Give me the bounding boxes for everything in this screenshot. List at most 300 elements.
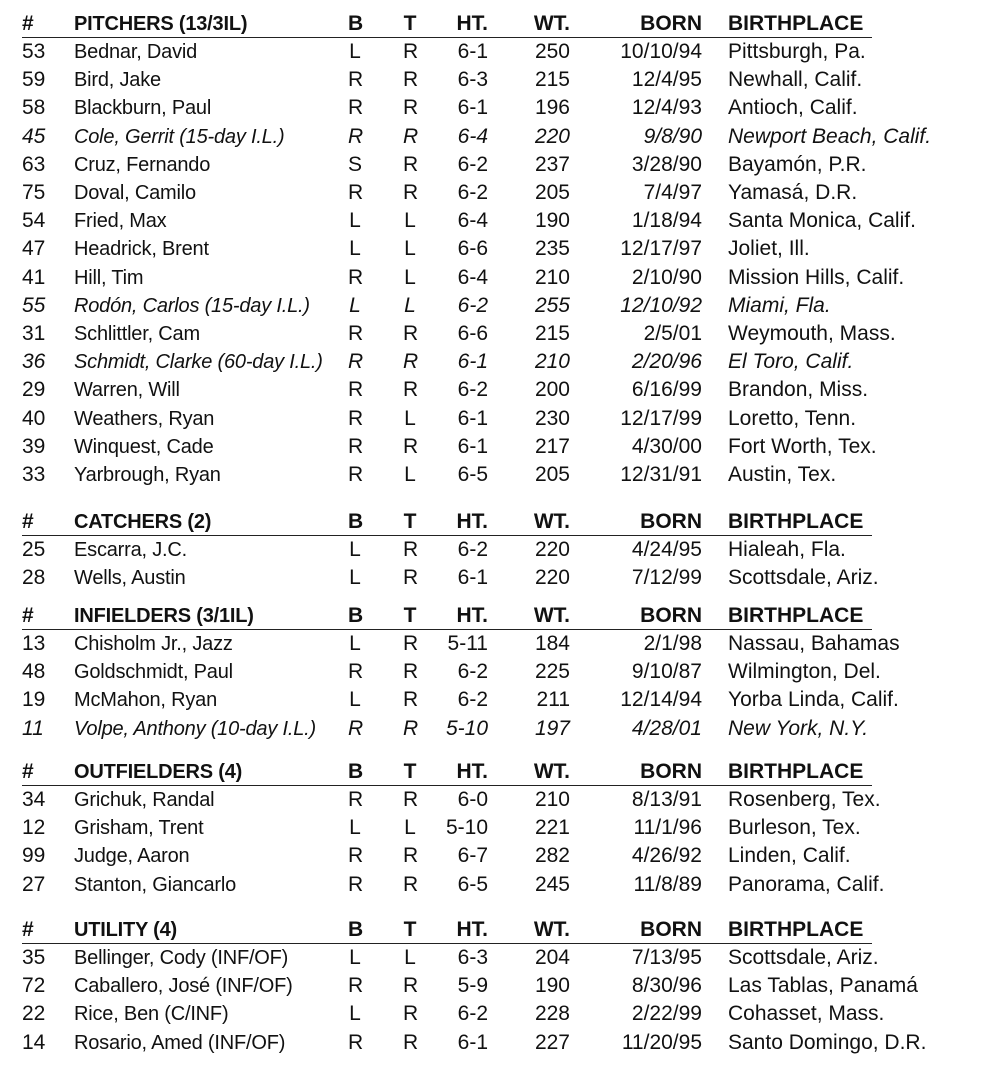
player-num: 22: [22, 1002, 46, 1025]
player-b: R: [348, 407, 364, 430]
column-header-ht: HT.: [456, 510, 488, 533]
player-ht: 6-2: [457, 1002, 488, 1025]
player-num: 14: [22, 1031, 46, 1054]
player-row: [0, 433, 982, 461]
player-ht: 6-1: [457, 435, 488, 458]
player-t: R: [403, 632, 419, 655]
player-name: Bednar, David: [74, 41, 198, 63]
player-b: R: [348, 463, 364, 486]
player-b: L: [349, 538, 361, 561]
column-header-b: B: [348, 918, 364, 941]
player-name: Doval, Camilo: [74, 182, 196, 204]
player-num: 33: [22, 463, 46, 486]
player-name: Caballero, José (INF/OF): [74, 975, 293, 997]
player-name: Bird, Jake: [74, 69, 161, 91]
player-num: 29: [22, 378, 46, 401]
player-wt: 210: [534, 350, 570, 373]
player-t: L: [404, 294, 416, 317]
player-wt: 190: [534, 209, 570, 232]
player-born: 12/17/97: [620, 237, 702, 260]
player-num: 54: [22, 209, 46, 232]
player-name: Winquest, Cade: [74, 436, 214, 458]
player-name: Hill, Tim: [74, 267, 144, 289]
player-name: Rodón, Carlos (15-day I.L.): [74, 295, 310, 317]
player-t: L: [404, 266, 416, 289]
player-t: R: [403, 1002, 419, 1025]
player-name: Blackburn, Paul: [74, 97, 212, 119]
column-header-birthplace: BIRTHPLACE: [728, 604, 864, 627]
player-wt: 255: [534, 294, 570, 317]
column-header-num: #: [22, 510, 34, 533]
player-num: 45: [22, 125, 46, 148]
player-ht: 6-1: [457, 566, 488, 589]
player-birthplace: Pittsburgh, Pa.: [728, 40, 866, 63]
column-header-t: T: [403, 12, 417, 35]
player-wt: 196: [534, 96, 570, 119]
player-row: [0, 264, 982, 292]
player-wt: 197: [534, 717, 570, 740]
player-wt: 228: [534, 1002, 570, 1025]
player-born: 4/24/95: [631, 538, 702, 561]
column-header-b: B: [348, 604, 364, 627]
player-ht: 5-9: [457, 974, 488, 997]
player-born: 3/28/90: [631, 153, 702, 176]
player-wt: 221: [534, 816, 570, 839]
player-wt: 215: [534, 68, 570, 91]
player-born: 1/18/94: [631, 209, 702, 232]
player-born: 11/20/95: [621, 1031, 702, 1054]
player-name: Stanton, Giancarlo: [74, 874, 237, 896]
player-t: L: [404, 209, 416, 232]
player-num: 28: [22, 566, 46, 589]
player-wt: 200: [534, 378, 570, 401]
player-wt: 282: [534, 844, 570, 867]
column-header-num: #: [22, 918, 34, 941]
player-row: [0, 405, 982, 433]
player-wt: 235: [534, 237, 570, 260]
player-row: [0, 842, 982, 870]
player-born: 12/31/91: [620, 463, 702, 486]
column-header-wt: WT.: [533, 604, 570, 627]
column-header-t: T: [403, 604, 417, 627]
column-header-t: T: [403, 918, 417, 941]
player-t: L: [404, 463, 416, 486]
player-t: L: [404, 407, 416, 430]
player-t: R: [403, 435, 419, 458]
player-born: 12/4/93: [631, 96, 702, 119]
player-t: R: [403, 788, 419, 811]
player-birthplace: Scottsdale, Ariz.: [728, 946, 879, 969]
player-ht: 6-5: [457, 873, 488, 896]
player-t: R: [403, 96, 419, 119]
player-t: R: [403, 660, 419, 683]
player-b: L: [349, 688, 361, 711]
player-wt: 220: [534, 566, 570, 589]
player-born: 11/1/96: [633, 816, 702, 839]
player-birthplace: El Toro, Calif.: [728, 350, 854, 373]
player-row: [0, 658, 982, 686]
player-ht: 5-10: [445, 717, 488, 740]
player-ht: 6-1: [457, 407, 488, 430]
player-birthplace: Mission Hills, Calif.: [728, 266, 905, 289]
player-ht: 6-1: [457, 40, 488, 63]
column-header-ht: HT.: [456, 12, 488, 35]
player-wt: 215: [534, 322, 570, 345]
player-name: Schlittler, Cam: [74, 323, 200, 345]
player-wt: 190: [534, 974, 570, 997]
player-row: [0, 123, 982, 151]
player-birthplace: Burleson, Tex.: [728, 816, 861, 839]
player-birthplace: Antioch, Calif.: [728, 96, 858, 119]
player-row: [0, 786, 982, 814]
player-birthplace: Miami, Fla.: [728, 294, 831, 317]
player-birthplace: Bayamón, P.R.: [728, 153, 867, 176]
player-wt: 210: [534, 788, 570, 811]
player-born: 12/4/95: [631, 68, 702, 91]
player-row: [0, 94, 982, 122]
column-header-t: T: [403, 510, 417, 533]
player-b: R: [348, 717, 364, 740]
player-name: Volpe, Anthony (10-day I.L.): [74, 718, 316, 740]
player-row: [0, 1000, 982, 1028]
section-header: [0, 10, 982, 38]
player-ht: 6-7: [457, 844, 488, 867]
player-birthplace: Hialeah, Fla.: [728, 538, 846, 561]
player-num: 35: [22, 946, 46, 969]
player-name: Escarra, J.C.: [74, 539, 187, 561]
player-born: 4/30/00: [631, 435, 702, 458]
player-num: 48: [22, 660, 46, 683]
player-wt: 237: [534, 153, 570, 176]
player-row: [0, 715, 982, 743]
player-wt: 220: [534, 538, 570, 561]
player-row: [0, 348, 982, 376]
section-title: UTILITY (4): [74, 919, 177, 941]
player-born: 4/28/01: [631, 717, 702, 740]
player-row: [0, 814, 982, 842]
player-t: R: [403, 322, 419, 345]
player-born: 2/1/98: [643, 632, 702, 655]
player-b: R: [348, 873, 364, 896]
player-num: 11: [22, 717, 44, 740]
column-header-num: #: [22, 604, 34, 627]
player-num: 47: [22, 237, 46, 260]
player-b: R: [348, 378, 364, 401]
player-born: 8/30/96: [631, 974, 702, 997]
player-row: [0, 207, 982, 235]
player-born: 2/20/96: [631, 350, 702, 373]
player-birthplace: Newhall, Calif.: [728, 68, 863, 91]
player-b: R: [348, 788, 364, 811]
player-t: R: [403, 566, 419, 589]
player-row: [0, 972, 982, 1000]
player-ht: 6-2: [457, 688, 488, 711]
column-header-born: BORN: [640, 604, 702, 627]
player-t: R: [403, 68, 419, 91]
section-header: [0, 508, 982, 536]
player-b: R: [348, 435, 364, 458]
player-birthplace: Las Tablas, Panamá: [728, 974, 918, 997]
player-name: Grisham, Trent: [74, 817, 204, 839]
player-born: 9/8/90: [643, 125, 702, 148]
player-name: Chisholm Jr., Jazz: [74, 633, 233, 655]
column-header-wt: WT.: [533, 760, 570, 783]
player-num: 13: [22, 632, 46, 655]
player-ht: 6-0: [457, 788, 488, 811]
player-row: [0, 179, 982, 207]
section-title: OUTFIELDERS (4): [74, 761, 243, 783]
player-t: R: [403, 378, 419, 401]
player-t: R: [403, 153, 419, 176]
player-row: [0, 66, 982, 94]
player-wt: 211: [536, 688, 570, 711]
player-row: [0, 871, 982, 899]
section-header: [0, 758, 982, 786]
player-num: 53: [22, 40, 46, 63]
player-name: McMahon, Ryan: [74, 689, 218, 711]
player-b: R: [348, 844, 364, 867]
player-b: L: [349, 816, 361, 839]
column-header-wt: WT.: [533, 510, 570, 533]
player-num: 55: [22, 294, 46, 317]
section-title: INFIELDERS (3/1IL): [74, 605, 254, 627]
player-num: 39: [22, 435, 46, 458]
player-wt: 210: [534, 266, 570, 289]
player-ht: 6-3: [457, 946, 488, 969]
player-t: R: [403, 717, 419, 740]
player-name: Fried, Max: [74, 210, 167, 232]
player-name: Warren, Will: [74, 379, 180, 401]
player-t: R: [403, 538, 419, 561]
player-wt: 205: [534, 463, 570, 486]
player-ht: 6-2: [457, 294, 488, 317]
player-wt: 225: [534, 660, 570, 683]
player-wt: 227: [534, 1031, 570, 1054]
player-b: L: [349, 1002, 361, 1025]
player-birthplace: Fort Worth, Tex.: [728, 435, 877, 458]
player-ht: 6-2: [457, 153, 488, 176]
player-num: 31: [22, 322, 46, 345]
column-header-b: B: [348, 760, 364, 783]
column-header-born: BORN: [640, 12, 702, 35]
player-row: [0, 38, 982, 66]
player-ht: 6-2: [457, 660, 488, 683]
player-name: Yarbrough, Ryan: [74, 464, 221, 486]
player-row: [0, 292, 982, 320]
player-birthplace: Brandon, Miss.: [728, 378, 869, 401]
column-header-t: T: [403, 760, 417, 783]
player-t: R: [403, 974, 419, 997]
player-t: R: [403, 181, 419, 204]
player-row: [0, 564, 982, 592]
player-ht: 5-10: [445, 816, 488, 839]
player-num: 75: [22, 181, 46, 204]
player-born: 7/13/95: [631, 946, 702, 969]
player-wt: 245: [534, 873, 570, 896]
player-row: [0, 536, 982, 564]
player-born: 4/26/92: [631, 844, 702, 867]
player-birthplace: Nassau, Bahamas: [728, 632, 900, 655]
player-num: 40: [22, 407, 46, 430]
player-row: [0, 686, 982, 714]
player-birthplace: Linden, Calif.: [728, 844, 851, 867]
player-name: Cruz, Fernando: [74, 154, 211, 176]
player-t: L: [404, 816, 416, 839]
player-num: 34: [22, 788, 46, 811]
player-ht: 6-1: [457, 350, 488, 373]
player-wt: 230: [534, 407, 570, 430]
player-ht: 6-1: [457, 96, 488, 119]
player-born: 10/10/94: [620, 40, 702, 63]
player-num: 25: [22, 538, 46, 561]
player-b: L: [349, 237, 361, 260]
player-ht: 6-4: [457, 209, 488, 232]
player-wt: 184: [534, 632, 570, 655]
player-b: R: [348, 96, 364, 119]
player-row: [0, 461, 982, 489]
player-t: R: [403, 1031, 419, 1054]
player-ht: 6-5: [457, 463, 488, 486]
player-b: R: [348, 974, 364, 997]
player-num: 12: [22, 816, 46, 839]
player-b: R: [348, 1031, 364, 1054]
player-born: 2/5/01: [643, 322, 702, 345]
player-born: 12/14/94: [620, 688, 702, 711]
player-ht: 6-1: [457, 1031, 488, 1054]
player-t: R: [403, 873, 419, 896]
player-birthplace: New York, N.Y.: [728, 717, 869, 740]
player-row: [0, 376, 982, 404]
player-birthplace: Scottsdale, Ariz.: [728, 566, 879, 589]
player-name: Cole, Gerrit (15-day I.L.): [74, 126, 285, 148]
player-ht: 6-3: [457, 68, 488, 91]
player-num: 99: [22, 844, 46, 867]
player-birthplace: Newport Beach, Calif.: [728, 125, 932, 148]
player-wt: 217: [534, 435, 570, 458]
player-ht: 6-4: [457, 266, 488, 289]
player-name: Bellinger, Cody (INF/OF): [74, 947, 289, 969]
player-name: Rosario, Amed (INF/OF): [74, 1032, 286, 1054]
section-header: [0, 916, 982, 944]
player-born: 8/13/91: [631, 788, 702, 811]
column-header-born: BORN: [640, 760, 702, 783]
player-birthplace: Yorba Linda, Calif.: [728, 688, 899, 711]
player-name: Headrick, Brent: [74, 238, 209, 260]
column-header-birthplace: BIRTHPLACE: [728, 760, 864, 783]
player-t: R: [403, 40, 419, 63]
player-t: R: [403, 688, 419, 711]
player-t: R: [403, 125, 419, 148]
player-ht: 5-11: [447, 632, 488, 655]
player-row: [0, 1029, 982, 1057]
player-t: R: [403, 844, 419, 867]
player-b: R: [348, 266, 364, 289]
player-born: 12/10/92: [620, 294, 702, 317]
player-birthplace: Rosenberg, Tex.: [728, 788, 881, 811]
player-wt: 204: [534, 946, 570, 969]
player-ht: 6-2: [457, 378, 488, 401]
player-b: R: [348, 125, 364, 148]
player-name: Grichuk, Randal: [74, 789, 215, 811]
player-b: L: [349, 209, 361, 232]
column-header-num: #: [22, 12, 34, 35]
player-b: R: [348, 350, 364, 373]
player-wt: 205: [534, 181, 570, 204]
player-b: R: [348, 181, 364, 204]
column-header-ht: HT.: [456, 760, 488, 783]
player-born: 6/16/99: [631, 378, 702, 401]
player-born: 7/12/99: [631, 566, 702, 589]
player-born: 9/10/87: [631, 660, 702, 683]
player-birthplace: Santa Monica, Calif.: [728, 209, 916, 232]
player-num: 72: [22, 974, 46, 997]
player-row: [0, 151, 982, 179]
player-ht: 6-6: [457, 322, 488, 345]
column-header-birthplace: BIRTHPLACE: [728, 918, 864, 941]
player-num: 27: [22, 873, 46, 896]
player-t: L: [404, 237, 416, 260]
player-birthplace: Austin, Tex.: [728, 463, 837, 486]
player-birthplace: Santo Domingo, D.R.: [728, 1031, 927, 1054]
player-row: [0, 235, 982, 263]
player-name: Schmidt, Clarke (60-day I.L.): [74, 351, 323, 373]
column-header-wt: WT.: [533, 12, 570, 35]
player-num: 59: [22, 68, 46, 91]
player-num: 19: [22, 688, 46, 711]
player-t: L: [404, 946, 416, 969]
player-row: [0, 630, 982, 658]
player-birthplace: Cohasset, Mass.: [728, 1002, 885, 1025]
player-birthplace: Loretto, Tenn.: [728, 407, 857, 430]
player-birthplace: Joliet, Ill.: [728, 237, 810, 260]
player-b: S: [348, 153, 363, 176]
player-ht: 6-2: [457, 538, 488, 561]
player-b: R: [348, 660, 364, 683]
player-b: L: [349, 632, 361, 655]
column-header-wt: WT.: [533, 918, 570, 941]
player-born: 12/17/99: [620, 407, 702, 430]
player-born: 7/4/97: [643, 181, 702, 204]
player-wt: 250: [534, 40, 570, 63]
player-ht: 6-4: [457, 125, 488, 148]
player-b: L: [349, 946, 361, 969]
player-b: L: [349, 294, 361, 317]
column-header-birthplace: BIRTHPLACE: [728, 12, 864, 35]
player-name: Weathers, Ryan: [74, 408, 215, 430]
column-header-born: BORN: [640, 918, 702, 941]
section-header: [0, 602, 982, 630]
player-name: Goldschmidt, Paul: [74, 661, 233, 683]
column-header-b: B: [348, 12, 364, 35]
player-b: L: [349, 40, 361, 63]
player-t: R: [403, 350, 419, 373]
player-row: [0, 944, 982, 972]
player-name: Judge, Aaron: [74, 845, 190, 867]
player-num: 41: [22, 266, 46, 289]
player-birthplace: Yamasá, D.R.: [728, 181, 858, 204]
player-num: 58: [22, 96, 46, 119]
player-born: 2/22/99: [631, 1002, 702, 1025]
section-title: PITCHERS (13/3IL): [74, 13, 248, 35]
player-name: Rice, Ben (C/INF): [74, 1003, 229, 1025]
player-num: 63: [22, 153, 46, 176]
player-row: [0, 320, 982, 348]
player-born: 2/10/90: [631, 266, 702, 289]
player-birthplace: Wilmington, Del.: [728, 660, 881, 683]
player-b: L: [349, 566, 361, 589]
player-born: 11/8/89: [633, 873, 702, 896]
player-b: R: [348, 322, 364, 345]
